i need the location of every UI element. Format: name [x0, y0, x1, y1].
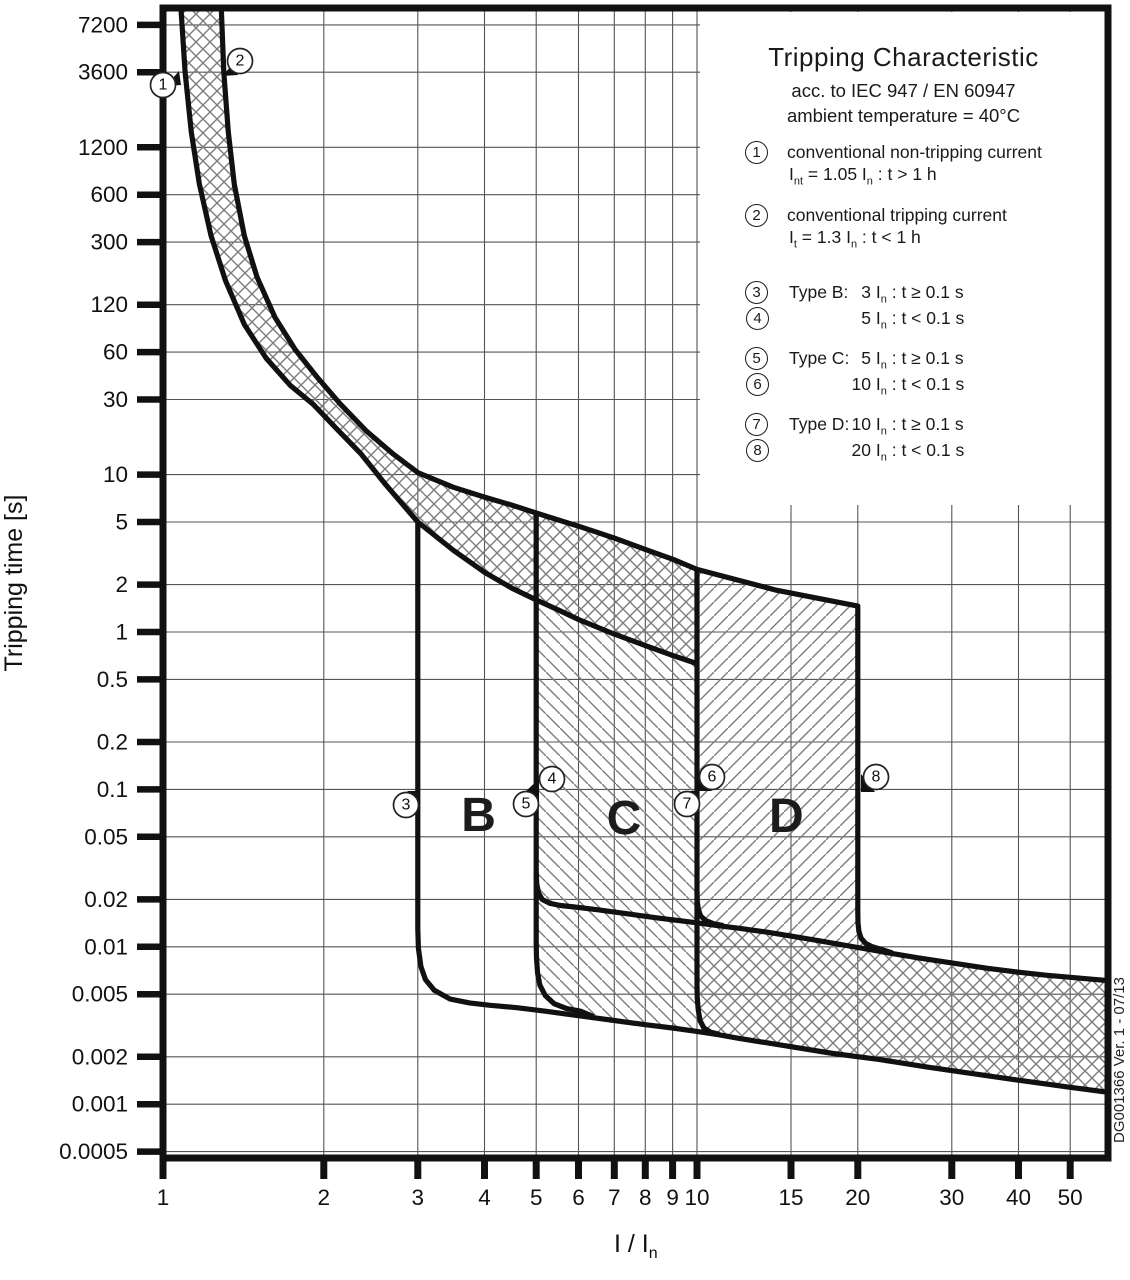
legend-circle-1: 1 — [745, 141, 768, 164]
document-id-note: DG001366 Ver. 1 - 07/13 — [1111, 977, 1128, 1143]
chart-title-block — [700, 42, 1107, 127]
y-tick-label: 0.01 — [84, 934, 128, 960]
y-tick-label: 2 — [115, 572, 128, 598]
y-tick-label: 0.0005 — [59, 1139, 128, 1165]
curve-tripping-1-3in — [221, 6, 697, 570]
legend-type-label-typeb: Type B: — [789, 282, 849, 302]
curve-marker-4 — [526, 767, 565, 792]
legend-item-title-2: conventional tripping current — [787, 205, 1007, 225]
x-tick-label: 5 — [529, 1185, 543, 1210]
marker-number: 1 — [158, 76, 168, 94]
legend-type-threshold-top: 3 $I_n$ : t ≥ 0.1 s — [861, 282, 964, 306]
curve-marker-7 — [675, 791, 700, 817]
y-tick-label: 0.005 — [71, 981, 128, 1007]
x-tick-label: 3 — [411, 1185, 425, 1210]
legend-type-threshold-top: 5 $I_n$ : t ≥ 0.1 s — [861, 348, 964, 372]
curve-marker-3 — [394, 791, 421, 818]
thermal-band-fill — [181, 6, 697, 664]
marker-number: 8 — [871, 768, 881, 786]
magnetic-band-fill — [697, 923, 1108, 1093]
region-letter-c: C — [606, 791, 642, 845]
legend-circle-7: 7 — [745, 413, 768, 436]
y-tick-label: 3600 — [77, 59, 128, 85]
x-tick-label: 9 — [666, 1185, 679, 1210]
curve-marker-1 — [151, 71, 182, 98]
y-tick-label: 1200 — [77, 134, 128, 160]
y-tick-label: 0.2 — [96, 729, 128, 755]
y-tick-label: 1 — [115, 619, 128, 645]
legend-circle-8: 8 — [746, 439, 769, 462]
y-tick-label: 7200 — [77, 12, 128, 38]
x-axis-label: I / $I_n$ — [614, 1230, 658, 1262]
legend-type-threshold-bottom: 5 $I_n$ : t < 0.1 s — [861, 308, 965, 332]
x-tick-label: 7 — [608, 1185, 621, 1210]
legend-type-threshold-bottom: 20 $I_n$ : t < 0.1 s — [851, 440, 965, 464]
legend-type-threshold-top: 10 $I_n$ : t ≥ 0.1 s — [851, 414, 964, 438]
curve-marker-8 — [861, 765, 889, 793]
legend-circle-5: 5 — [745, 347, 768, 370]
region-letter-d: D — [768, 789, 804, 843]
curve-marker-5 — [514, 791, 540, 817]
marker-number: 7 — [682, 795, 692, 813]
y-tick-label: 0.002 — [71, 1044, 128, 1070]
curve-marker-6 — [699, 765, 725, 792]
x-tick-label: 8 — [639, 1185, 652, 1210]
x-tick-label: 15 — [778, 1185, 804, 1210]
y-axis-label: Tripping time [s] — [0, 494, 28, 672]
type-d-band-fill — [697, 569, 892, 953]
chart-title: Tripping Characteristic — [768, 42, 1039, 72]
legend-type-label-typed: Type D: — [789, 414, 850, 434]
x-tick-label: 20 — [845, 1185, 871, 1210]
marker-number: 6 — [707, 768, 717, 786]
x-tick-label: 6 — [572, 1185, 585, 1210]
x-tick-label: 2 — [317, 1185, 331, 1210]
marker-number: 5 — [521, 795, 531, 813]
legend-item-title-1: conventional non-tripping current — [787, 142, 1042, 162]
legend-circle-2: 2 — [745, 204, 768, 227]
legend-type-label-typec: Type C: — [789, 348, 850, 368]
y-tick-label: 30 — [102, 387, 128, 412]
chart-subtitle-temperature: ambient temperature = 40°C — [786, 105, 1021, 126]
chart-subtitle-standard: acc. to IEC 947 / EN 60947 — [791, 80, 1016, 101]
x-tick-label: 1 — [156, 1185, 170, 1210]
y-tick-label: 0.02 — [84, 886, 128, 912]
y-tick-label: 0.05 — [84, 824, 128, 850]
region-letter-b: B — [461, 788, 496, 842]
legend-circle-4: 4 — [746, 307, 769, 330]
y-tick-label: 10 — [102, 462, 128, 488]
legend-item-formula-2: $I_t = 1.3$ $I_n$ : t < 1 h — [789, 227, 921, 251]
y-tick-label: 600 — [90, 182, 128, 208]
legend-circle-3: 3 — [745, 281, 768, 304]
marker-number: 4 — [547, 770, 557, 788]
x-tick-label: 30 — [939, 1185, 965, 1210]
legend-item-formula-1: $I_{nt} = 1.05$ $I_n$ : t > 1 h — [789, 164, 937, 188]
x-tick-label: 50 — [1057, 1185, 1083, 1210]
y-tick-label: 60 — [102, 339, 128, 365]
y-tick-label: 0.5 — [96, 666, 128, 692]
x-tick-label: 40 — [1005, 1185, 1032, 1210]
y-tick-label: 300 — [90, 229, 128, 255]
x-tick-label: 10 — [684, 1185, 710, 1210]
marker-number: 3 — [401, 796, 411, 814]
y-tick-label: 5 — [115, 509, 128, 535]
marker-number: 2 — [235, 52, 245, 70]
legend-circle-6: 6 — [746, 373, 769, 396]
y-tick-label: 120 — [90, 292, 128, 318]
y-tick-label: 0.001 — [71, 1091, 128, 1117]
x-tick-label: 4 — [478, 1185, 491, 1210]
y-tick-label: 0.1 — [96, 776, 128, 802]
legend-type-threshold-bottom: 10 $I_n$ : t < 0.1 s — [851, 374, 965, 398]
